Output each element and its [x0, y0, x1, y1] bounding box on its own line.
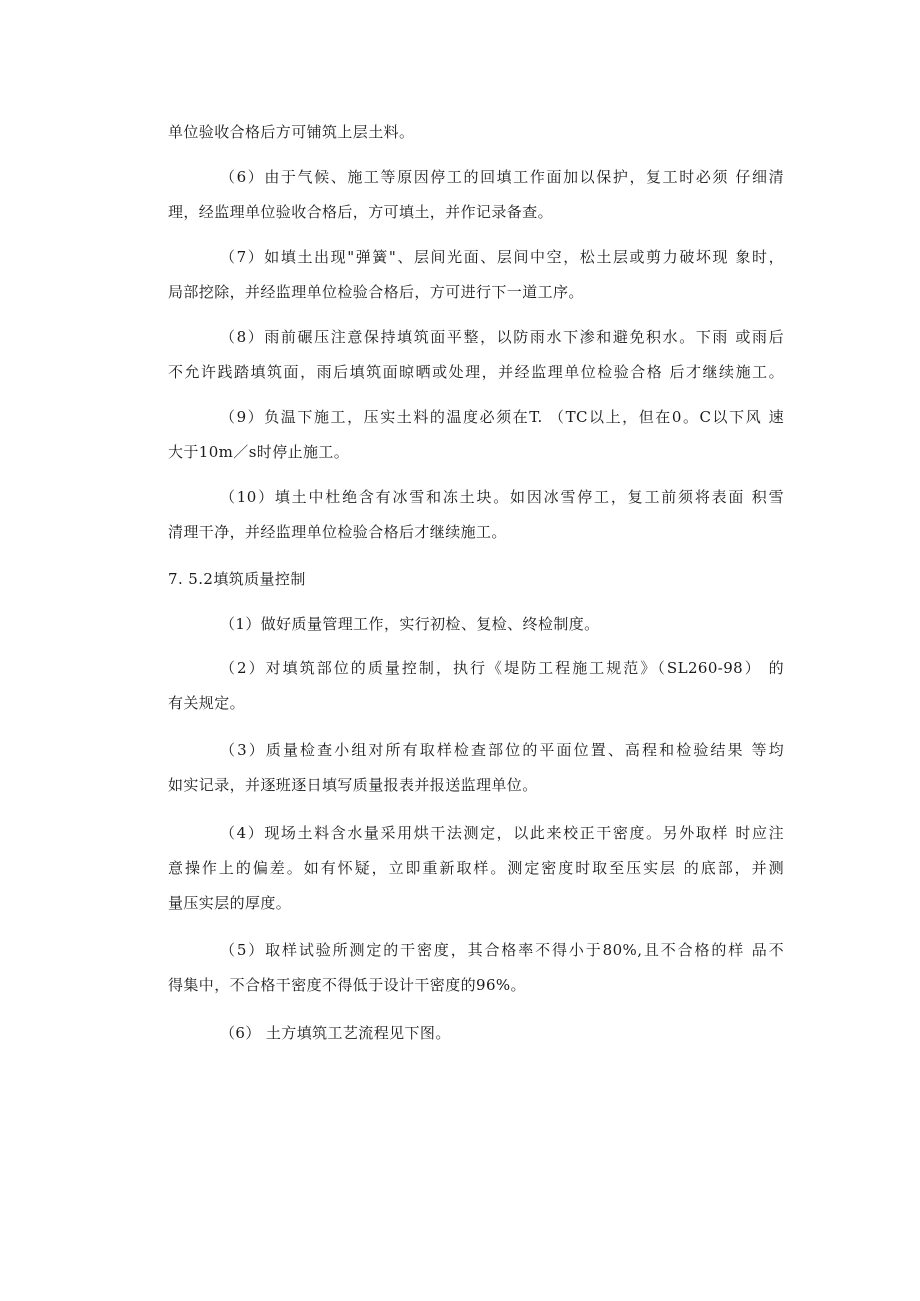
text-line: （2）对填筑部位的质量控制，执行《堤防工程施工规范》（SL260-98） 的	[220, 659, 784, 677]
paragraph-item-7-defects	[168, 240, 784, 310]
text-line: （3）质量检查小组对所有取样检查部位的平面位置、高程和检验结果 等均	[220, 741, 784, 759]
text-line: （10）填土中杜绝含有冰雪和冻土块。如因冰雪停工，复工前须将表面 积雪	[220, 488, 784, 506]
paragraph-item-9-temperature	[168, 400, 784, 470]
text-line: 单位验收合格后方可铺筑上层土料。	[168, 123, 415, 141]
text-line: 不允许践踏填筑面，雨后填筑面晾晒或处理，并经监理单位检验合格 后才继续施工。	[168, 363, 784, 381]
section-heading: 7. 5.2填筑质量控制	[168, 570, 306, 588]
text-line: （8）雨前碾压注意保持填筑面平整，以防雨水下渗和避免积水。下雨 或雨后	[220, 328, 784, 346]
paragraph-item-6-shutdown	[168, 160, 784, 230]
text-line: 如实记录，并逐班逐日填写质量报表并报送监理单位。	[168, 776, 538, 794]
text-line: 局部挖除，并经监理单位检验合格后，方可进行下一道工序。	[168, 283, 584, 301]
text-line: （1）做好质量管理工作，实行初检、复检、终检制度。	[220, 615, 600, 633]
text-line: 理，经监理单位验收合格后，方可填土，并作记录备查。	[168, 203, 554, 221]
paragraph-item-8-rain	[168, 320, 784, 390]
text-line: 清理干净，并经监理单位检验合格后才继续施工。	[168, 523, 507, 541]
paragraph-quality-5	[168, 933, 784, 1003]
text-line: 意操作上的偏差。如有怀疑，立即重新取样。测定密度时取至压实层 的底部，并测	[168, 859, 784, 877]
text-line: （7）如填土出现"弹簧"、层间光面、层间中空，松土层或剪力破坏现 象时，	[220, 248, 784, 266]
text-line: （9）负温下施工，压实土料的温度必须在T. （TC以上，但在0。C以下风 速	[220, 408, 784, 426]
text-line: 大于10m／s时停止施工。	[168, 443, 350, 461]
paragraph-quality-6	[168, 1016, 784, 1051]
paragraph-item-10-ice	[168, 480, 784, 550]
text-line: （6）由于气候、施工等原因停工的回填工作面加以保护，复工时必须 仔细清	[220, 168, 784, 186]
text-line: 有关规定。	[168, 694, 246, 712]
paragraph-quality-2	[168, 651, 784, 721]
text-line: （6） 土方填筑工艺流程见下图。	[220, 1024, 451, 1042]
text-line: 得集中，不合格干密度不得低于设计干密度的96%。	[168, 976, 526, 994]
text-line: （4）现场土料含水量采用烘干法测定，以此来校正干密度。另外取样 时应注	[220, 824, 784, 842]
text-line: （5）取样试验所测定的干密度，其合格率不得小于80%,且不合格的样 品不	[220, 941, 784, 959]
paragraph-continuation	[168, 115, 784, 150]
paragraph-quality-3	[168, 733, 784, 803]
paragraph-quality-1	[168, 607, 784, 642]
text-line: 量压实层的厚度。	[168, 894, 292, 912]
paragraph-quality-4	[168, 816, 784, 921]
